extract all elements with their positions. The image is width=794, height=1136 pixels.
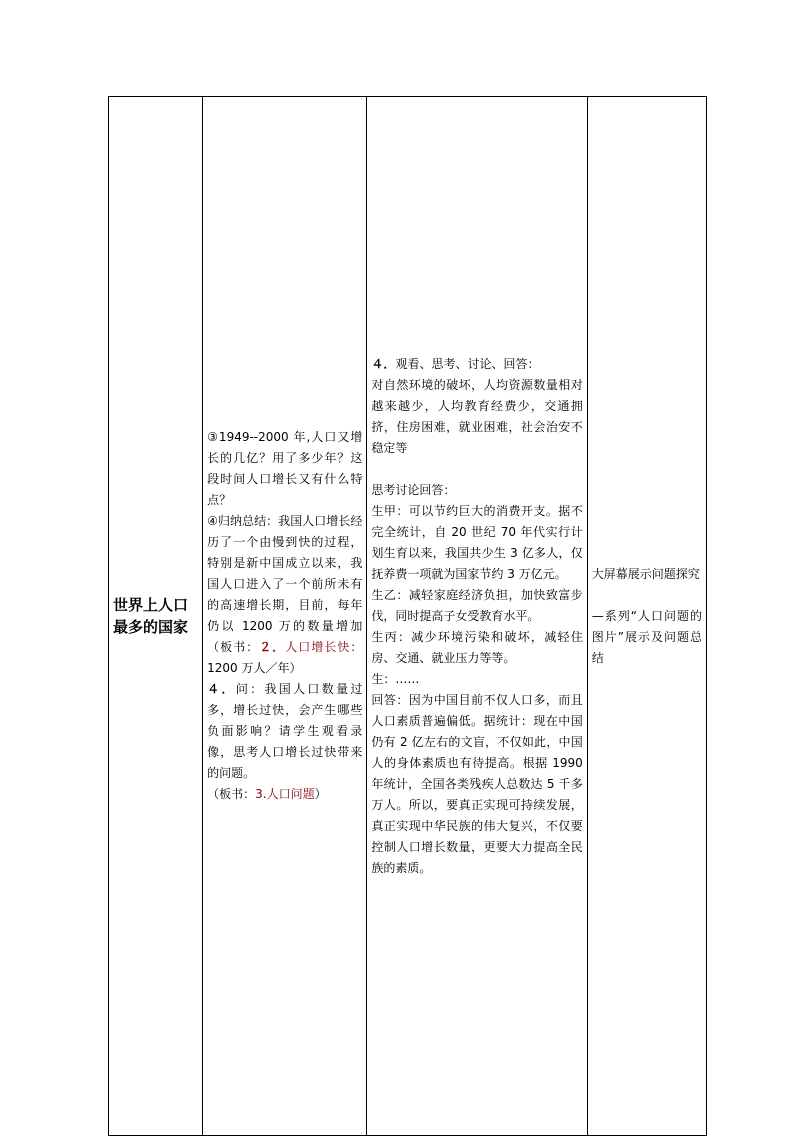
teacher-activity-cell [203,97,367,1136]
question-4-text: 问：我国人口数量过多，增长过快，会产生哪些负面影响？请学生观看录像，思考人口增长过快带来的问题。 [207,682,363,780]
summary-suffix: ：1200 万人／年） [207,640,363,675]
question-4-paragraph [207,679,362,784]
student-jia-answer: 生甲：可以节约巨大的消费开支。据不完全统计，自 20 世纪 70 年代实行计划生育以来，我国共少生 3 亿多人，仅抚养费一项就为国家节约 3 万亿元。 [371,503,583,581]
task-4-text: 观看、思考、讨论、回答： [395,356,540,371]
student-yi-answer: 生乙：减轻家庭经济负担，加快致富步伐，同时提高子女受教育水平。 [371,587,583,623]
summary-prefix: ④归纳总结：我国人口增长经历了一个由慢到快的过程，特别是新中国成立以来，我国人口进入了一个前所未有的高速增长期，目前，每年仍以 1200 万的数量增加（板书： [207,514,363,654]
board-item-3-suffix: ） [314,787,327,801]
media-line-1: 大屏幕展示问题探究 [591,566,700,581]
topic-heading: 世界上人口最多的国家 [113,596,189,636]
board-item-2-number: ２． [259,640,286,654]
spacer [592,585,702,606]
table-row [109,97,707,1136]
lesson-plan-table [108,96,707,1136]
task-4-paragraph [371,354,582,375]
student-etc: 生：…… [371,671,420,686]
task-4-answer: 对自然环境的破坏，人均资源数量相对越来越少，人均教育经费少，交通拥挤，住房困难，就业困难，社会治安不稳定等 [371,377,583,455]
media-line-2: —系列“人口问题的图片”展示及问题总结 [591,608,702,665]
board-item-3-prefix: （板书： [207,787,256,801]
task-4-number: ４． [371,356,396,371]
student-activity-cell [367,97,587,1136]
final-answer: 回答：因为中国目前不仅人口多，而且人口素质普遍偏低。据统计：现在中国仍有 2 亿左右的文盲，不仅如此，中国人的身体素质也有待提高。根据 1990 年统计，全国各类残疾人总数达 5 千多万人。所以，要真正实现可持续发展，真正实现中华民族的伟大复兴，不仅要控制人口增长数量，更要大力提高全民族的素质。 [371,692,583,875]
discussion-title: 思考讨论回答： [371,482,456,497]
media-cell [587,97,706,1136]
question-3: ③1949--2000 年,人口又增长的几亿？用了多少年？这段时间人口增长又有什么特点？ [207,430,363,507]
student-bing-answer: 生丙：减少环境污染和破坏，减轻住房、交通、就业压力等等。 [371,629,583,665]
summary-paragraph [207,511,362,679]
board-item-3-text: 3.人口问题 [255,787,315,801]
board-item-2-text: 人口增长快 [285,640,351,654]
question-4-number: ４． [207,682,236,696]
board-item-3-paragraph [207,784,362,805]
spacer [371,459,582,480]
topic-cell [109,97,203,1136]
